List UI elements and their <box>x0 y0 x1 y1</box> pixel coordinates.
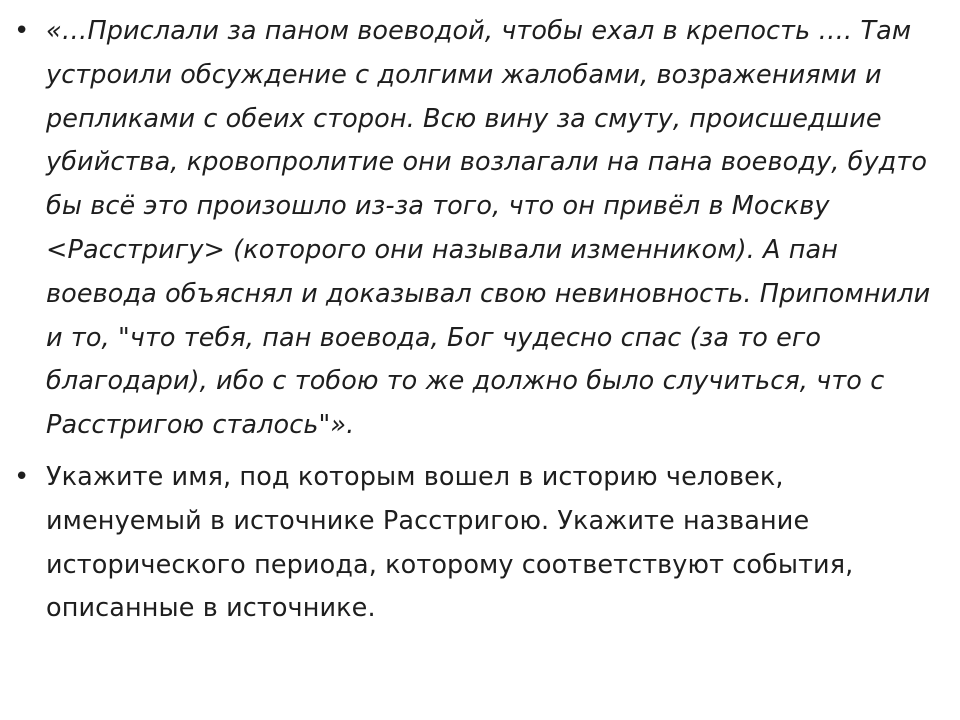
source-quote-text: «…Прислали за паном воеводой, чтобы ехал в крепость …. Там устроили обсуждение с долгими жалобами, возражениями и репликами с обеих сторон. Всю вину за смуту, происшедшие убийства, кровопролитие они возлагали на пана воеводу, будто бы всё это произошло из-за того, что он привёл в Москву <Расстригу> (которого они называли изменником). А пан воевода объяснял и доказывал свою невиновность. Припомнили и то, "что тебя, пан воевода, Бог чудесно спас (за то его благодари), ибо с тобою то же должно было случиться, что с Расстригою сталось"». <box>46 16 931 441</box>
bullet-item-quote <box>14 10 944 448</box>
bullet-dot-icon: • <box>14 461 30 492</box>
task-text: Укажите имя, под которым вошел в историю человек, именуемый в источнике Расстригою. Укажите название исторического периода, которому соответствуют события, описанные в источнике. <box>46 461 854 624</box>
bullet-list <box>14 10 944 639</box>
bullet-item-task <box>14 456 944 631</box>
bullet-dot-icon: • <box>14 16 30 46</box>
